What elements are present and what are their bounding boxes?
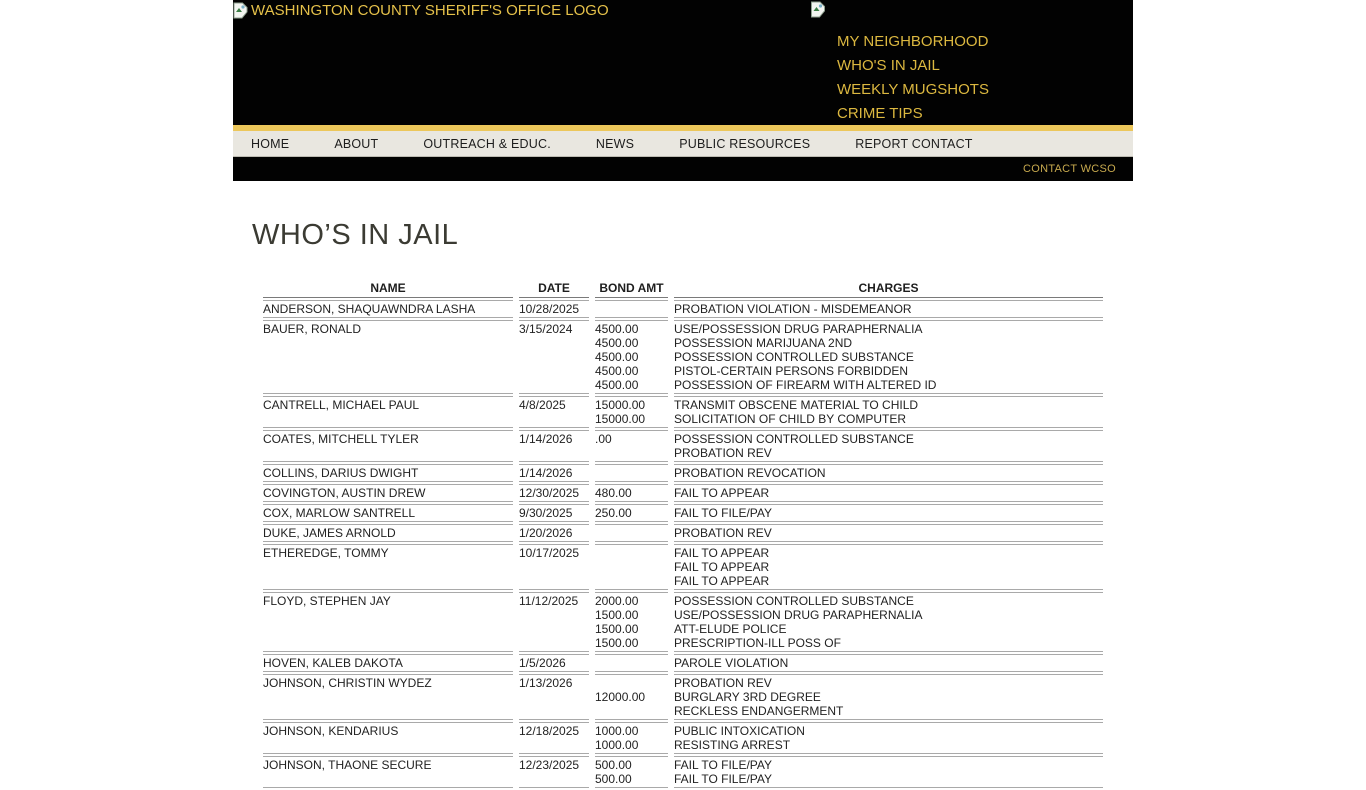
bond-amounts: 4500.00 4500.00 4500.00 4500.00 4500.00 — [595, 320, 668, 394]
booking-date: 1/20/2026 — [519, 524, 589, 542]
charges: FAIL TO FILE/PAY FAIL TO FILE/PAY — [674, 756, 1103, 788]
column-header-name: NAME — [263, 280, 513, 298]
nav-item-report-contact[interactable]: REPORT CONTACT — [855, 136, 973, 151]
bond-amounts — [595, 524, 668, 542]
nav-item-outreach-educ[interactable]: OUTREACH & EDUC. — [423, 136, 551, 151]
column-header-date: DATE — [519, 280, 589, 298]
table-header-row — [263, 280, 1103, 298]
site-container — [233, 0, 1133, 790]
bond-amounts: 480.00 — [595, 484, 668, 502]
bond-amounts — [595, 464, 668, 482]
booking-date: 1/14/2026 — [519, 464, 589, 482]
masthead — [233, 0, 1133, 125]
booking-date: 11/12/2025 — [519, 592, 589, 652]
jail-table-wrapper — [257, 278, 1133, 790]
quick-link-weekly-mugshots[interactable]: WEEKLY MUGSHOTS — [837, 81, 989, 98]
table-row — [263, 674, 1103, 720]
inmate-name: JOHNSON, CHRISTIN WYDEZ — [263, 674, 513, 720]
bond-amounts: 12000.00 — [595, 674, 668, 720]
bond-amounts — [595, 300, 668, 318]
quick-link-whos-in-jail[interactable]: WHO'S IN JAIL — [837, 57, 940, 74]
utility-bar — [233, 157, 1133, 181]
inmate-table-body — [263, 300, 1103, 788]
charges: PROBATION REV BURGLARY 3RD DEGREE RECKLESS ENDANGERMENT — [674, 674, 1103, 720]
table-row — [263, 544, 1103, 590]
jail-table — [257, 278, 1109, 790]
charges: PROBATION REVOCATION — [674, 464, 1103, 482]
table-row — [263, 484, 1103, 502]
nav-item-news[interactable]: NEWS — [595, 136, 635, 151]
table-row — [263, 524, 1103, 542]
inmate-name: DUKE, JAMES ARNOLD — [263, 524, 513, 542]
booking-date: 4/8/2025 — [519, 396, 589, 428]
broken-image-icon[interactable] — [810, 1, 826, 23]
booking-date: 3/15/2024 — [519, 320, 589, 394]
inmate-name: ETHEREDGE, TOMMY — [263, 544, 513, 590]
page-title: WHO’S IN JAIL — [252, 219, 459, 251]
table-row — [263, 430, 1103, 462]
inmate-name: ANDERSON, SHAQUAWNDRA LASHA — [263, 300, 513, 318]
nav-item-about[interactable]: ABOUT — [334, 136, 379, 151]
inmate-name: JOHNSON, THAONE SECURE — [263, 756, 513, 788]
booking-date: 12/18/2025 — [519, 722, 589, 754]
table-row — [263, 320, 1103, 394]
inmate-name: FLOYD, STEPHEN JAY — [263, 592, 513, 652]
table-row — [263, 756, 1103, 788]
booking-date: 10/28/2025 — [519, 300, 589, 318]
booking-date: 1/13/2026 — [519, 674, 589, 720]
logo-link[interactable] — [233, 2, 609, 19]
column-header-charges: CHARGES — [674, 280, 1103, 298]
table-row — [263, 300, 1103, 318]
table-row — [263, 722, 1103, 754]
nav-item-public-resources[interactable]: PUBLIC RESOURCES — [679, 136, 811, 151]
table-row — [263, 504, 1103, 522]
inmate-name: JOHNSON, KENDARIUS — [263, 722, 513, 754]
bond-amounts: 15000.00 15000.00 — [595, 396, 668, 428]
contact-wcso-link[interactable]: CONTACT WCSO — [1022, 163, 1116, 175]
booking-date: 12/30/2025 — [519, 484, 589, 502]
charges: PUBLIC INTOXICATION RESISTING ARREST — [674, 722, 1103, 754]
charges: FAIL TO APPEAR FAIL TO APPEAR FAIL TO APPEAR — [674, 544, 1103, 590]
quick-link-my-neighborhood[interactable]: MY NEIGHBORHOOD — [837, 33, 989, 50]
table-row — [263, 396, 1103, 428]
inmate-name: BAUER, RONALD — [263, 320, 513, 394]
inmate-name: COATES, MITCHELL TYLER — [263, 430, 513, 462]
page-content — [233, 181, 1133, 790]
column-header-bond-amt: BOND AMT — [595, 280, 668, 298]
charges: PROBATION VIOLATION - MISDEMEANOR — [674, 300, 1103, 318]
charges: USE/POSSESSION DRUG PARAPHERNALIA POSSESSION MARIJUANA 2ND POSSESSION CONTROLLED SUBSTANCE PISTOL-CERTAIN PERSONS FORBIDDEN POSSESSION OF FIREARM WITH ALTERED ID — [674, 320, 1103, 394]
charges: FAIL TO FILE/PAY — [674, 504, 1103, 522]
bond-amounts: 2000.00 1500.00 1500.00 1500.00 — [595, 592, 668, 652]
bond-amounts — [595, 654, 668, 672]
quick-links — [837, 30, 989, 126]
table-row — [263, 592, 1103, 652]
table-row — [263, 654, 1103, 672]
charges: PROBATION REV — [674, 524, 1103, 542]
main-nav — [233, 131, 1133, 157]
nav-item-home[interactable]: HOME — [251, 136, 290, 151]
charges: POSSESSION CONTROLLED SUBSTANCE USE/POSSESSION DRUG PARAPHERNALIA ATT-ELUDE POLICE PRESCRIPTION-ILL POSS OF — [674, 592, 1103, 652]
charges: PAROLE VIOLATION — [674, 654, 1103, 672]
bond-amounts: 1000.00 1000.00 — [595, 722, 668, 754]
bond-amounts: .00 — [595, 430, 668, 462]
booking-date: 12/23/2025 — [519, 756, 589, 788]
booking-date: 1/5/2026 — [519, 654, 589, 672]
broken-image-icon — [233, 2, 248, 19]
inmate-name: COX, MARLOW SANTRELL — [263, 504, 513, 522]
bond-amounts: 250.00 — [595, 504, 668, 522]
charges: POSSESSION CONTROLLED SUBSTANCE PROBATION REV — [674, 430, 1103, 462]
logo-alt-text: WASHINGTON COUNTY SHERIFF'S OFFICE LOGO — [251, 2, 609, 19]
bond-amounts: 500.00 500.00 — [595, 756, 668, 788]
inmate-name: HOVEN, KALEB DAKOTA — [263, 654, 513, 672]
inmate-name: COLLINS, DARIUS DWIGHT — [263, 464, 513, 482]
bond-amounts — [595, 544, 668, 590]
charges: FAIL TO APPEAR — [674, 484, 1103, 502]
inmate-name: CANTRELL, MICHAEL PAUL — [263, 396, 513, 428]
table-row — [263, 464, 1103, 482]
quick-link-crime-tips[interactable]: CRIME TIPS — [837, 105, 923, 122]
booking-date: 9/30/2025 — [519, 504, 589, 522]
booking-date: 1/14/2026 — [519, 430, 589, 462]
inmate-name: COVINGTON, AUSTIN DREW — [263, 484, 513, 502]
charges: TRANSMIT OBSCENE MATERIAL TO CHILD SOLICITATION OF CHILD BY COMPUTER — [674, 396, 1103, 428]
booking-date: 10/17/2025 — [519, 544, 589, 590]
